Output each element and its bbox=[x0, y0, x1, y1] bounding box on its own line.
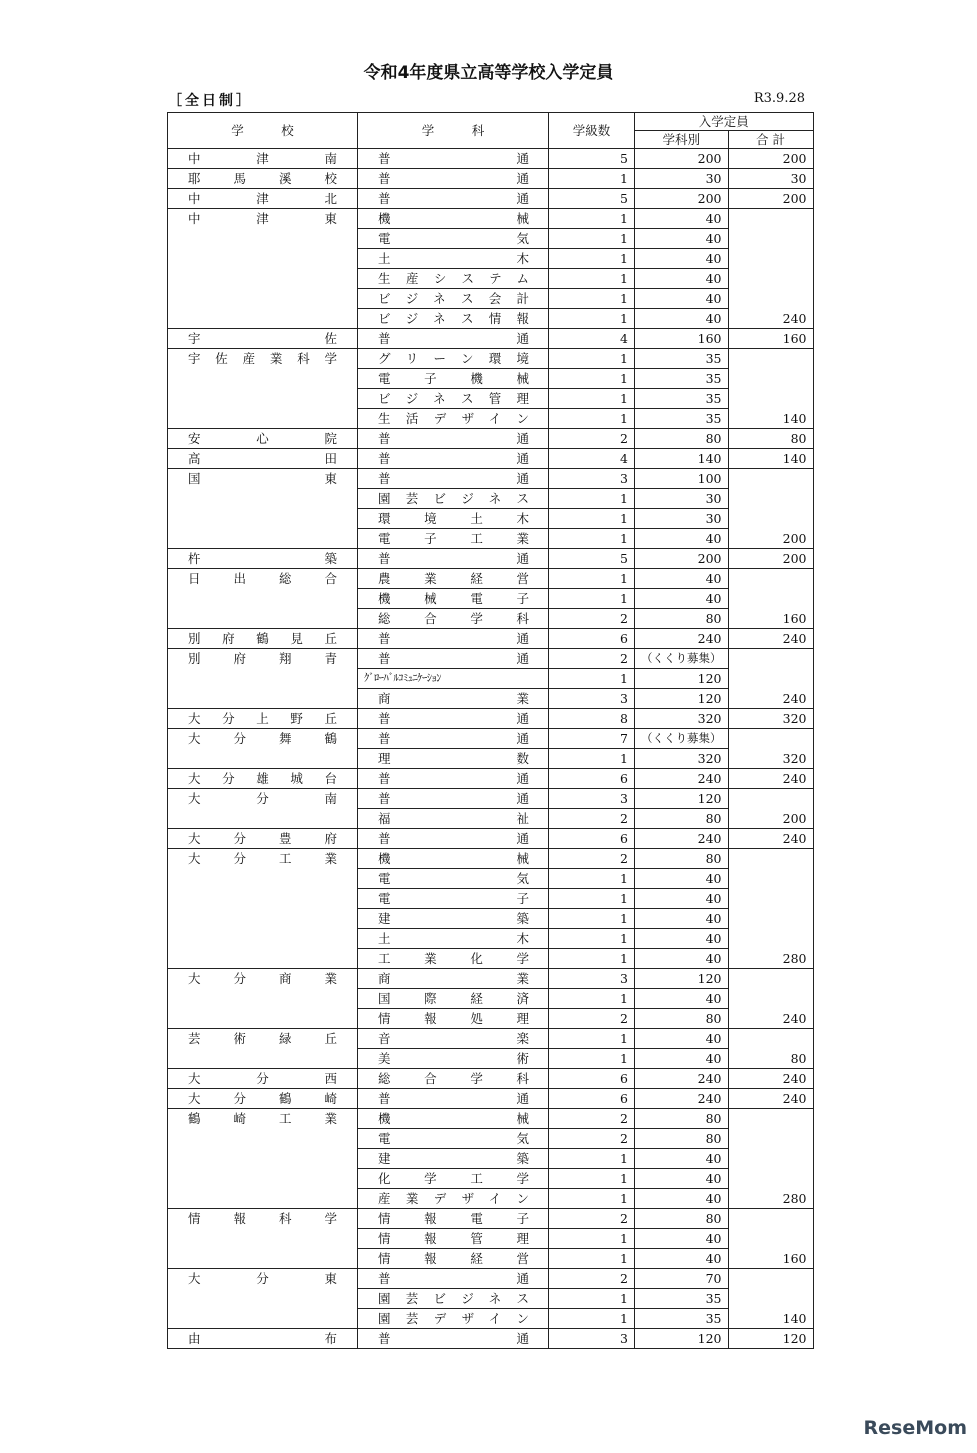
dept-capacity: 240 bbox=[635, 629, 729, 649]
dept-capacity: 35 bbox=[635, 409, 729, 429]
class-count: 2 bbox=[549, 1209, 635, 1229]
department-name: 電子機械 bbox=[358, 369, 549, 389]
dept-capacity: 40 bbox=[635, 1189, 729, 1209]
class-count: 2 bbox=[549, 609, 635, 629]
department-name: 普通 bbox=[358, 709, 549, 729]
class-count: 6 bbox=[549, 829, 635, 849]
total-capacity: 200 bbox=[728, 549, 813, 569]
class-count: 1 bbox=[549, 909, 635, 929]
class-count: 3 bbox=[549, 689, 635, 709]
school-name: 高田 bbox=[168, 449, 358, 469]
header-total: 合 計 bbox=[728, 131, 813, 149]
class-count: 1 bbox=[549, 589, 635, 609]
table-row bbox=[168, 969, 814, 989]
header-by-dept: 学科別 bbox=[635, 131, 729, 149]
class-count: 3 bbox=[549, 469, 635, 489]
class-count: 1 bbox=[549, 229, 635, 249]
table-row bbox=[168, 629, 814, 649]
department-name: 土木 bbox=[358, 929, 549, 949]
table-row bbox=[168, 329, 814, 349]
dept-capacity: 40 bbox=[635, 1249, 729, 1269]
class-count: 1 bbox=[549, 869, 635, 889]
school-name: 杵築 bbox=[168, 549, 358, 569]
class-count: 1 bbox=[549, 1169, 635, 1189]
table-row bbox=[168, 549, 814, 569]
class-count: 1 bbox=[549, 1029, 635, 1049]
class-count: 5 bbox=[549, 549, 635, 569]
school-name: 大分鶴崎 bbox=[168, 1089, 358, 1109]
department-name: 土木 bbox=[358, 249, 549, 269]
department-name: 音楽 bbox=[358, 1029, 549, 1049]
school-name: 由布 bbox=[168, 1329, 358, 1349]
dept-capacity: 40 bbox=[635, 949, 729, 969]
department-name: 機械 bbox=[358, 209, 549, 229]
header-dept: 学 科 bbox=[358, 113, 549, 149]
class-count: 3 bbox=[549, 1329, 635, 1349]
total-capacity: 30 bbox=[728, 169, 813, 189]
total-capacity: 200 bbox=[728, 469, 813, 549]
total-capacity: 140 bbox=[728, 449, 813, 469]
table-row bbox=[168, 769, 814, 789]
dept-capacity: 80 bbox=[635, 1009, 729, 1029]
department-name: 美術 bbox=[358, 1049, 549, 1069]
class-count: 6 bbox=[549, 769, 635, 789]
class-count: 1 bbox=[549, 269, 635, 289]
school-name: 別府鶴見丘 bbox=[168, 629, 358, 649]
department-name: 情報電子 bbox=[358, 1209, 549, 1229]
dept-capacity: 35 bbox=[635, 1309, 729, 1329]
dept-capacity: 320 bbox=[635, 709, 729, 729]
dept-capacity: 40 bbox=[635, 209, 729, 229]
dept-capacity: 40 bbox=[635, 529, 729, 549]
total-capacity: 160 bbox=[728, 1209, 813, 1269]
dept-capacity: （くくり募集） bbox=[635, 729, 729, 749]
class-count: 4 bbox=[549, 449, 635, 469]
department-name: ｸﾞﾛｰﾊﾞﾙｺﾐｭﾆｹｰｼｮﾝ bbox=[358, 669, 549, 689]
dept-capacity: 40 bbox=[635, 869, 729, 889]
school-name: 国東 bbox=[168, 469, 358, 549]
dept-capacity: 80 bbox=[635, 429, 729, 449]
class-count: 1 bbox=[549, 949, 635, 969]
class-count: 3 bbox=[549, 789, 635, 809]
table-row bbox=[168, 1089, 814, 1109]
class-count: 8 bbox=[549, 709, 635, 729]
class-count: 2 bbox=[549, 429, 635, 449]
total-capacity: 80 bbox=[728, 1029, 813, 1069]
class-count: 1 bbox=[549, 1149, 635, 1169]
table-row bbox=[168, 169, 814, 189]
department-name: 総合学科 bbox=[358, 1069, 549, 1089]
class-count: 6 bbox=[549, 1089, 635, 1109]
department-name: 総合学科 bbox=[358, 609, 549, 629]
department-name: グリーン環境 bbox=[358, 349, 549, 369]
department-name: 普通 bbox=[358, 329, 549, 349]
class-count: 6 bbox=[549, 1069, 635, 1089]
dept-capacity: 200 bbox=[635, 149, 729, 169]
department-name: 情報処理 bbox=[358, 1009, 549, 1029]
class-count: 1 bbox=[549, 509, 635, 529]
header-capacity: 入学定員 bbox=[635, 113, 814, 131]
class-count: 1 bbox=[549, 1189, 635, 1209]
department-name: 普通 bbox=[358, 429, 549, 449]
class-count: 1 bbox=[549, 1309, 635, 1329]
total-capacity: 240 bbox=[728, 829, 813, 849]
dept-capacity: 35 bbox=[635, 389, 729, 409]
department-name: 建築 bbox=[358, 1149, 549, 1169]
total-capacity: 140 bbox=[728, 349, 813, 429]
table-row bbox=[168, 1269, 814, 1289]
class-count: 1 bbox=[549, 889, 635, 909]
dept-capacity: 80 bbox=[635, 1109, 729, 1129]
department-name: 理数 bbox=[358, 749, 549, 769]
class-count: 5 bbox=[549, 189, 635, 209]
table-row bbox=[168, 1029, 814, 1049]
total-capacity: 240 bbox=[728, 769, 813, 789]
dept-capacity: 40 bbox=[635, 269, 729, 289]
dept-capacity: 120 bbox=[635, 669, 729, 689]
dept-capacity: 80 bbox=[635, 1129, 729, 1149]
school-name: 大分東 bbox=[168, 1269, 358, 1329]
class-count: 1 bbox=[549, 349, 635, 369]
dept-capacity: 100 bbox=[635, 469, 729, 489]
total-capacity: 240 bbox=[728, 649, 813, 709]
table-row bbox=[168, 189, 814, 209]
school-name: 中津東 bbox=[168, 209, 358, 329]
dept-capacity: 240 bbox=[635, 769, 729, 789]
department-name: 普通 bbox=[358, 649, 549, 669]
dept-capacity: 200 bbox=[635, 549, 729, 569]
school-name: 別府翔青 bbox=[168, 649, 358, 709]
school-name: 宇佐 bbox=[168, 329, 358, 349]
department-name: 電子工業 bbox=[358, 529, 549, 549]
department-name: 普通 bbox=[358, 769, 549, 789]
school-name: 大分商業 bbox=[168, 969, 358, 1029]
class-count: 3 bbox=[549, 969, 635, 989]
class-count: 1 bbox=[549, 369, 635, 389]
dept-capacity: 35 bbox=[635, 349, 729, 369]
class-count: 1 bbox=[549, 569, 635, 589]
dept-capacity: 40 bbox=[635, 309, 729, 329]
school-name: 鶴崎工業 bbox=[168, 1109, 358, 1209]
dept-capacity: 40 bbox=[635, 229, 729, 249]
table-row bbox=[168, 349, 814, 369]
school-name: 大分舞鶴 bbox=[168, 729, 358, 769]
total-capacity: 200 bbox=[728, 149, 813, 169]
table-row bbox=[168, 849, 814, 869]
department-name: ビジネス情報 bbox=[358, 309, 549, 329]
total-capacity: 240 bbox=[728, 1089, 813, 1109]
school-name: 宇佐産業科学 bbox=[168, 349, 358, 429]
class-count: 2 bbox=[549, 1009, 635, 1029]
class-count: 1 bbox=[549, 749, 635, 769]
dept-capacity: （くくり募集） bbox=[635, 649, 729, 669]
dept-capacity: 120 bbox=[635, 789, 729, 809]
table-row bbox=[168, 149, 814, 169]
dept-capacity: 40 bbox=[635, 1149, 729, 1169]
dept-capacity: 40 bbox=[635, 569, 729, 589]
capacity-table bbox=[167, 112, 814, 1349]
school-name: 中津南 bbox=[168, 149, 358, 169]
department-name: 園芸ビジネス bbox=[358, 1289, 549, 1309]
dept-capacity: 120 bbox=[635, 969, 729, 989]
department-name: 産業デザイン bbox=[358, 1189, 549, 1209]
class-count: 2 bbox=[549, 649, 635, 669]
dept-capacity: 40 bbox=[635, 989, 729, 1009]
total-capacity: 160 bbox=[728, 329, 813, 349]
dept-capacity: 70 bbox=[635, 1269, 729, 1289]
table-row bbox=[168, 1109, 814, 1129]
total-capacity: 160 bbox=[728, 569, 813, 629]
school-name: 大分上野丘 bbox=[168, 709, 358, 729]
table-row bbox=[168, 1069, 814, 1089]
dept-capacity: 35 bbox=[635, 1289, 729, 1309]
dept-capacity: 40 bbox=[635, 909, 729, 929]
class-count: 1 bbox=[549, 929, 635, 949]
class-count: 6 bbox=[549, 629, 635, 649]
header-classes: 学級数 bbox=[549, 113, 635, 149]
department-name: 情報管理 bbox=[358, 1229, 549, 1249]
dept-capacity: 40 bbox=[635, 889, 729, 909]
table-row bbox=[168, 789, 814, 809]
department-name: 商業 bbox=[358, 969, 549, 989]
class-count: 1 bbox=[549, 169, 635, 189]
class-count: 1 bbox=[549, 1049, 635, 1069]
dept-capacity: 200 bbox=[635, 189, 729, 209]
dept-capacity: 240 bbox=[635, 1089, 729, 1109]
class-count: 2 bbox=[549, 1129, 635, 1149]
department-name: 国際経済 bbox=[358, 989, 549, 1009]
department-name: 園芸ビジネス bbox=[358, 489, 549, 509]
total-capacity: 320 bbox=[728, 709, 813, 729]
resemom-logo: ReseMom bbox=[863, 1417, 967, 1439]
total-capacity: 80 bbox=[728, 429, 813, 449]
dept-capacity: 40 bbox=[635, 589, 729, 609]
total-capacity: 200 bbox=[728, 189, 813, 209]
class-count: 5 bbox=[549, 149, 635, 169]
header-school: 学 校 bbox=[168, 113, 358, 149]
school-name: 芸術緑丘 bbox=[168, 1029, 358, 1069]
total-capacity: 280 bbox=[728, 1109, 813, 1209]
dept-capacity: 30 bbox=[635, 509, 729, 529]
department-name: 電気 bbox=[358, 869, 549, 889]
table-row bbox=[168, 729, 814, 749]
department-name: 普通 bbox=[358, 1269, 549, 1289]
department-name: 普通 bbox=[358, 629, 549, 649]
table-row bbox=[168, 709, 814, 729]
department-name: 機械 bbox=[358, 1109, 549, 1129]
dept-capacity: 40 bbox=[635, 289, 729, 309]
class-count: 2 bbox=[549, 809, 635, 829]
table-row bbox=[168, 429, 814, 449]
class-count: 1 bbox=[549, 489, 635, 509]
department-name: 福祉 bbox=[358, 809, 549, 829]
school-name: 大分豊府 bbox=[168, 829, 358, 849]
total-capacity: 240 bbox=[728, 209, 813, 329]
total-capacity: 280 bbox=[728, 849, 813, 969]
dept-capacity: 240 bbox=[635, 1069, 729, 1089]
department-name: 普通 bbox=[358, 469, 549, 489]
department-name: 商業 bbox=[358, 689, 549, 709]
dept-capacity: 35 bbox=[635, 369, 729, 389]
dept-capacity: 40 bbox=[635, 929, 729, 949]
department-name: 普通 bbox=[358, 149, 549, 169]
school-name: 情報科学 bbox=[168, 1209, 358, 1269]
table-row bbox=[168, 449, 814, 469]
table-row bbox=[168, 469, 814, 489]
department-name: 農業経営 bbox=[358, 569, 549, 589]
dept-capacity: 30 bbox=[635, 489, 729, 509]
class-count: 1 bbox=[549, 529, 635, 549]
department-name: 普通 bbox=[358, 549, 549, 569]
total-capacity: 120 bbox=[728, 1329, 813, 1349]
department-name: 化学工学 bbox=[358, 1169, 549, 1189]
class-count: 2 bbox=[549, 849, 635, 869]
page-title: 令和4年度県立高等学校入学定員 bbox=[363, 63, 614, 83]
department-name: 環境土木 bbox=[358, 509, 549, 529]
class-count: 1 bbox=[549, 209, 635, 229]
dept-capacity: 120 bbox=[635, 689, 729, 709]
class-count: 2 bbox=[549, 1269, 635, 1289]
class-count: 1 bbox=[549, 249, 635, 269]
class-count: 1 bbox=[549, 309, 635, 329]
class-count: 1 bbox=[549, 409, 635, 429]
dept-capacity: 140 bbox=[635, 449, 729, 469]
total-capacity: 200 bbox=[728, 789, 813, 829]
dept-capacity: 80 bbox=[635, 609, 729, 629]
dept-capacity: 40 bbox=[635, 1169, 729, 1189]
table-body bbox=[168, 149, 814, 1349]
department-name: 機械 bbox=[358, 849, 549, 869]
class-count: 4 bbox=[549, 329, 635, 349]
department-name: 工業化学 bbox=[358, 949, 549, 969]
school-name: 耶馬溪校 bbox=[168, 169, 358, 189]
department-name: 普通 bbox=[358, 1329, 549, 1349]
dept-capacity: 320 bbox=[635, 749, 729, 769]
department-name: 生活デザイン bbox=[358, 409, 549, 429]
department-name: 機械電子 bbox=[358, 589, 549, 609]
class-count: 1 bbox=[549, 1249, 635, 1269]
department-name: 普通 bbox=[358, 189, 549, 209]
dept-capacity: 80 bbox=[635, 1209, 729, 1229]
class-count: 1 bbox=[549, 669, 635, 689]
class-count: 1 bbox=[549, 389, 635, 409]
class-count: 7 bbox=[549, 729, 635, 749]
dept-capacity: 40 bbox=[635, 1229, 729, 1249]
total-capacity: 240 bbox=[728, 1069, 813, 1089]
class-count: 2 bbox=[549, 1109, 635, 1129]
document-date: R3.9.28 bbox=[753, 91, 805, 106]
table-row bbox=[168, 1209, 814, 1229]
dept-capacity: 80 bbox=[635, 809, 729, 829]
department-name: 普通 bbox=[358, 729, 549, 749]
dept-capacity: 80 bbox=[635, 849, 729, 869]
department-name: 普通 bbox=[358, 829, 549, 849]
department-name: 生産システム bbox=[358, 269, 549, 289]
department-name: 普通 bbox=[358, 169, 549, 189]
total-capacity: 320 bbox=[728, 729, 813, 769]
dept-capacity: 120 bbox=[635, 1329, 729, 1349]
dept-capacity: 160 bbox=[635, 329, 729, 349]
department-name: ビジネス会計 bbox=[358, 289, 549, 309]
table-row bbox=[168, 649, 814, 669]
school-name: 中津北 bbox=[168, 189, 358, 209]
department-name: 電子 bbox=[358, 889, 549, 909]
class-count: 1 bbox=[549, 289, 635, 309]
dept-capacity: 240 bbox=[635, 829, 729, 849]
department-name: 電気 bbox=[358, 1129, 549, 1149]
dept-capacity: 40 bbox=[635, 1049, 729, 1069]
school-name: 大分西 bbox=[168, 1069, 358, 1089]
school-name: 大分雄城台 bbox=[168, 769, 358, 789]
department-name: 園芸デザイン bbox=[358, 1309, 549, 1329]
department-name: 普通 bbox=[358, 449, 549, 469]
class-count: 1 bbox=[549, 1229, 635, 1249]
school-name: 大分南 bbox=[168, 789, 358, 829]
table-row bbox=[168, 209, 814, 229]
total-capacity: 240 bbox=[728, 969, 813, 1029]
class-count: 1 bbox=[549, 989, 635, 1009]
table-row bbox=[168, 829, 814, 849]
dept-capacity: 40 bbox=[635, 1029, 729, 1049]
dept-capacity: 30 bbox=[635, 169, 729, 189]
department-name: 建築 bbox=[358, 909, 549, 929]
dept-capacity: 40 bbox=[635, 249, 729, 269]
department-name: ビジネス管理 bbox=[358, 389, 549, 409]
department-name: 普通 bbox=[358, 1089, 549, 1109]
total-capacity: 240 bbox=[728, 629, 813, 649]
department-name: 普通 bbox=[358, 789, 549, 809]
section-label: ［全日制］ bbox=[168, 93, 253, 109]
department-name: 情報経営 bbox=[358, 1249, 549, 1269]
school-name: 安心院 bbox=[168, 429, 358, 449]
table-row bbox=[168, 569, 814, 589]
school-name: 日出総合 bbox=[168, 569, 358, 629]
total-capacity: 140 bbox=[728, 1269, 813, 1329]
school-name: 大分工業 bbox=[168, 849, 358, 969]
table-row bbox=[168, 1329, 814, 1349]
department-name: 電気 bbox=[358, 229, 549, 249]
class-count: 1 bbox=[549, 1289, 635, 1309]
